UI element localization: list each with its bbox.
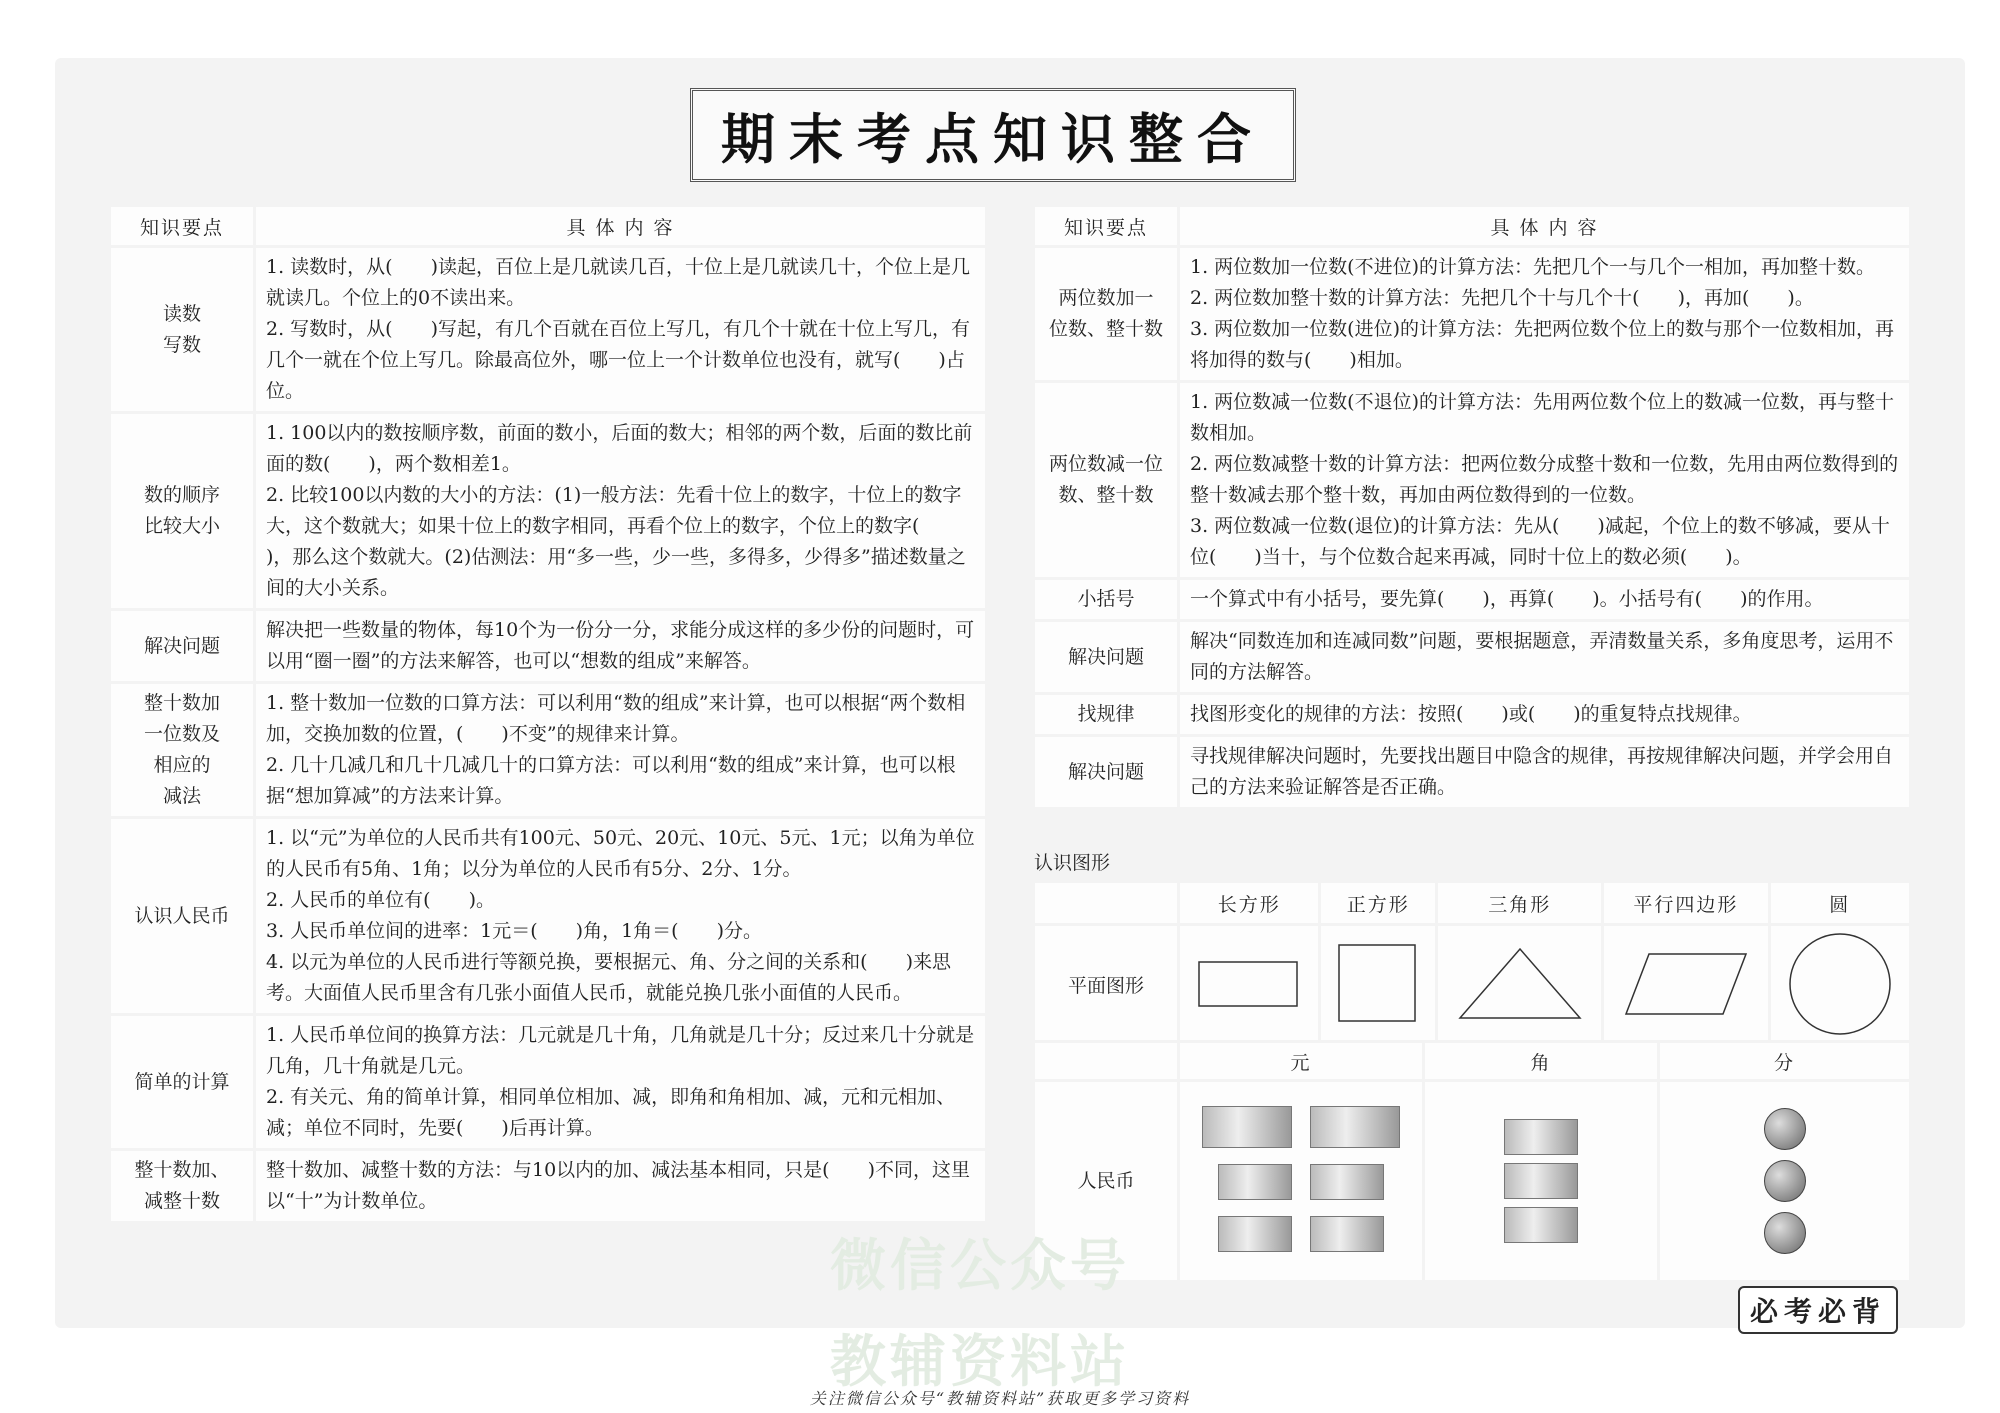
page-title: 期末考点知识整合 bbox=[721, 106, 1265, 171]
content-text: 3. 人民币单位间的进率：1元＝( bbox=[266, 920, 538, 942]
knowledge-content bbox=[1180, 695, 1909, 734]
right-table-body bbox=[1035, 248, 1909, 807]
content-text: )，两个数相差1。 bbox=[368, 453, 521, 475]
content-text: )。 bbox=[468, 889, 496, 911]
shape-header-parallelogram: 平行四边形 bbox=[1604, 883, 1767, 923]
shape-header-triangle: 三角形 bbox=[1438, 883, 1601, 923]
answer-blank bbox=[1749, 283, 1787, 314]
content-text: )不同，这里以“十”为计数单位。 bbox=[266, 1159, 971, 1212]
content-text: 2. 写数时，从( bbox=[266, 318, 393, 340]
content-item bbox=[1190, 252, 1899, 283]
watermark-site: 教辅资料站 bbox=[830, 1330, 1130, 1395]
right-row bbox=[1035, 248, 1909, 380]
yuan-bills-cell bbox=[1180, 1082, 1422, 1280]
content-text: )角，1角＝( bbox=[575, 920, 679, 942]
left-row bbox=[111, 684, 985, 816]
answer-blank bbox=[393, 252, 431, 283]
content-text: )或( bbox=[1501, 703, 1536, 725]
rectangle-icon bbox=[1194, 954, 1304, 1014]
knowledge-content bbox=[256, 819, 985, 1013]
knowledge-content bbox=[1180, 248, 1909, 380]
content-text: )，再算( bbox=[1482, 588, 1555, 610]
content-text: 1. 以“元”为单位的人民币共有100元、50元、20元、10元、5元、1元；以角为单位的人民币有5角、1角；以分为单位的人民币有5分、2分、1分。 bbox=[266, 827, 975, 880]
content-text: 2. 两位数加整十数的计算方法：先把几个十与几个十( bbox=[1190, 287, 1640, 309]
content-item bbox=[266, 750, 975, 812]
answer-blank bbox=[463, 1113, 501, 1144]
content-text: 2. 两位数减整十数的计算方法：把两位数分成整十数和一位数，先用由两位数得到的整十数减去那个整十数，再加由两位数得到的一位数。 bbox=[1190, 453, 1899, 506]
content-item bbox=[1190, 584, 1899, 615]
knowledge-point-label: 解决问题 bbox=[111, 611, 253, 681]
right-row bbox=[1035, 580, 1909, 619]
knowledge-content bbox=[1180, 580, 1909, 619]
content-text: )不变”的规律来计算。 bbox=[501, 723, 690, 745]
knowledge-point-label: 两位数减一位 数、整十数 bbox=[1035, 383, 1177, 577]
answer-blank bbox=[1559, 511, 1597, 542]
content-item bbox=[1190, 387, 1899, 449]
shapes-corner-cell bbox=[1035, 883, 1177, 923]
content-text: 解决“同数连加和连减同数”问题，要根据题意，弄清数量关系，多角度思考，运用不同的方法解答。 bbox=[1190, 630, 1894, 683]
knowledge-content bbox=[256, 248, 985, 411]
shape-header-square: 正方形 bbox=[1321, 883, 1435, 923]
answer-blank bbox=[1444, 584, 1482, 615]
content-item bbox=[266, 947, 975, 1009]
money-header-fen: 分 bbox=[1660, 1043, 1909, 1079]
left-row bbox=[111, 819, 985, 1013]
content-item bbox=[1190, 699, 1899, 730]
content-text: )。小括号有( bbox=[1592, 588, 1703, 610]
fen-coins-cell bbox=[1660, 1082, 1909, 1280]
knowledge-content bbox=[256, 611, 985, 681]
content-text: )来思考。大面值人民币里含有几张小面值人民币，就能兑换几张小面值的人民币。 bbox=[266, 951, 952, 1004]
banknote-1-yuan-image bbox=[1310, 1216, 1384, 1252]
content-text: )的作用。 bbox=[1740, 588, 1824, 610]
must-memorize-badge: 必考必背 bbox=[1738, 1286, 1898, 1334]
banknote-10-yuan-image bbox=[1310, 1164, 1384, 1200]
content-text: 寻找规律解决问题时，先要找出题目中隐含的规律，再按规律解决问题，并学会用自己的方法来验证解答是否正确。 bbox=[1190, 745, 1894, 798]
knowledge-point-label: 解决问题 bbox=[1035, 737, 1177, 807]
knowledge-point-label: 认识人民币 bbox=[111, 819, 253, 1013]
content-text: 1. 人民币单位间的换算方法：几元就是几十角，几角就是几十分；反过来几十分就是几角，几十角就是几元。 bbox=[266, 1024, 975, 1077]
triangle-icon bbox=[1455, 944, 1585, 1024]
content-text: 4. 以元为单位的人民币进行等额兑换，要根据元、角、分之间的关系和( bbox=[266, 951, 868, 973]
left-table-body bbox=[111, 248, 985, 1221]
banknote-2-jiao-image bbox=[1504, 1163, 1578, 1199]
banknote-20-yuan-image bbox=[1218, 1164, 1292, 1200]
knowledge-content bbox=[1180, 737, 1909, 807]
right-row bbox=[1035, 737, 1909, 807]
header-content: 具 体 内 容 bbox=[256, 207, 985, 245]
answer-blank bbox=[1535, 699, 1573, 730]
content-text: )。 bbox=[1725, 546, 1752, 568]
knowledge-point-label: 小括号 bbox=[1035, 580, 1177, 619]
money-header-yuan: 元 bbox=[1180, 1043, 1422, 1079]
parallelogram-cell bbox=[1604, 926, 1767, 1046]
answer-blank bbox=[679, 916, 717, 947]
content-text: )减起，个位上的数不够减，要从十位( bbox=[1190, 515, 1890, 568]
content-item bbox=[1190, 626, 1899, 688]
banknote-5-jiao-image bbox=[1504, 1119, 1578, 1155]
shape-header-rectangle: 长方形 bbox=[1180, 883, 1318, 923]
answer-blank bbox=[1216, 542, 1254, 573]
header-key: 知识要点 bbox=[1035, 207, 1177, 245]
content-item bbox=[266, 1155, 975, 1217]
circle-icon bbox=[1785, 929, 1895, 1039]
content-text: )，再加( bbox=[1677, 287, 1750, 309]
answer-blank bbox=[1311, 345, 1349, 376]
content-text: 1. 100以内的数按顺序数，前面的数小，后面的数大；相邻的两个数，后面的数比前面的数( bbox=[266, 422, 973, 475]
content-text: )分。 bbox=[716, 920, 763, 942]
square-cell bbox=[1321, 926, 1435, 1046]
content-text: )读起，百位上是几就读几百，十位上是几就读几十，个位上是几就读几。个位上的0不读出来。 bbox=[266, 256, 971, 309]
content-text: 1. 两位数加一位数(不进位)的计算方法：先把几个一与几个一相加，再加整十数。 bbox=[1190, 256, 1875, 278]
answer-blank bbox=[830, 1155, 868, 1186]
left-row bbox=[111, 414, 985, 608]
content-text: 1. 整十数加一位数的口算方法：可以利用“数的组成”来计算，也可以根据“两个数相加，交换加数的位置，( bbox=[266, 692, 966, 745]
answer-blank bbox=[330, 449, 368, 480]
answer-blank bbox=[1687, 542, 1725, 573]
knowledge-content bbox=[256, 684, 985, 816]
answer-blank bbox=[393, 314, 431, 345]
content-item bbox=[1190, 741, 1899, 803]
left-row bbox=[111, 1016, 985, 1148]
plane-shapes-label: 平面图形 bbox=[1035, 926, 1177, 1046]
knowledge-content bbox=[256, 1016, 985, 1148]
answer-blank bbox=[431, 885, 469, 916]
content-text: 解决把一些数量的物体，每10个为一份分一分，求能分成这样的多少份的问题时，可以用“圈一圈”的方法来解答，也可以“想数的组成”来解答。 bbox=[266, 619, 975, 672]
parallelogram-icon bbox=[1621, 949, 1751, 1019]
content-text: )占位。 bbox=[266, 349, 965, 402]
title-banner bbox=[690, 88, 1296, 182]
answer-blank bbox=[463, 719, 501, 750]
right-row bbox=[1035, 695, 1909, 734]
content-text: )后再计算。 bbox=[501, 1117, 604, 1139]
content-text: )相加。 bbox=[1349, 349, 1414, 371]
banknote-5-yuan-image bbox=[1218, 1216, 1292, 1252]
left-row bbox=[111, 1151, 985, 1221]
shape-header-circle: 圆 bbox=[1771, 883, 1909, 923]
banknote-50-yuan-image bbox=[1310, 1106, 1400, 1148]
answer-blank bbox=[868, 947, 906, 978]
answer-blank bbox=[1702, 584, 1740, 615]
header-key: 知识要点 bbox=[111, 207, 253, 245]
content-item bbox=[266, 615, 975, 677]
content-text: )当十，与个位数合起来再减，同时十位上的数必须( bbox=[1254, 546, 1688, 568]
content-text: 2. 人民币的单位有( bbox=[266, 889, 431, 911]
content-item bbox=[266, 252, 975, 314]
content-item bbox=[266, 688, 975, 750]
content-item bbox=[1190, 283, 1899, 314]
left-row bbox=[111, 248, 985, 411]
content-item bbox=[266, 916, 975, 947]
knowledge-content bbox=[256, 414, 985, 608]
knowledge-point-label: 整十数加、 减整十数 bbox=[111, 1151, 253, 1221]
knowledge-point-label: 解决问题 bbox=[1035, 622, 1177, 692]
knowledge-point-label: 找规律 bbox=[1035, 695, 1177, 734]
money-table bbox=[1032, 1040, 1912, 1283]
content-item bbox=[266, 1020, 975, 1082]
rectangle-cell bbox=[1180, 926, 1318, 1046]
triangle-cell bbox=[1438, 926, 1601, 1046]
answer-blank bbox=[1463, 699, 1501, 730]
content-text: 1. 读数时，从( bbox=[266, 256, 393, 278]
content-item bbox=[266, 480, 975, 604]
content-text: 2. 有关元、角的简单计算，相同单位相加、减，即角和角相加、减，元和元相加、减；单位不同时，先要( bbox=[266, 1086, 956, 1139]
answer-blank bbox=[538, 916, 576, 947]
content-item bbox=[1190, 511, 1899, 573]
content-item bbox=[1190, 314, 1899, 376]
coin-5-fen-image bbox=[1764, 1108, 1806, 1150]
knowledge-point-label: 整十数加 一位数及 相应的 减法 bbox=[111, 684, 253, 816]
content-text: )的重复特点找规律。 bbox=[1573, 703, 1752, 725]
content-text: 找图形变化的规律的方法：按照( bbox=[1190, 703, 1464, 725]
footer-note: 关注微信公众号“教辅资料站”获取更多学习资料 bbox=[809, 1389, 1191, 1408]
knowledge-point-label: 读数 写数 bbox=[111, 248, 253, 411]
content-item bbox=[266, 418, 975, 480]
right-row bbox=[1035, 383, 1909, 577]
banknote-100-yuan-image bbox=[1202, 1106, 1292, 1148]
content-text: 3. 两位数加一位数(进位)的计算方法：先把两位数个位上的数与那个一位数相加，再将加得的数与( bbox=[1190, 318, 1894, 371]
answer-blank bbox=[1640, 283, 1678, 314]
money-row-label: 人民币 bbox=[1035, 1082, 1177, 1280]
money-corner-cell bbox=[1035, 1043, 1177, 1079]
content-text: 整十数加、减整十数的方法：与10以内的加、减法基本相同，只是( bbox=[266, 1159, 830, 1181]
coin-2-fen-image bbox=[1764, 1160, 1806, 1202]
answer-blank bbox=[919, 511, 957, 542]
knowledge-point-label: 简单的计算 bbox=[111, 1016, 253, 1148]
content-item bbox=[266, 314, 975, 407]
shapes-table bbox=[1032, 880, 1912, 1049]
right-row bbox=[1035, 622, 1909, 692]
content-text: )，那么这个数就大。(2)估测法：用“多一些，少一些，多得多，少得多”描述数量之间的大小关系。 bbox=[266, 546, 966, 599]
knowledge-content bbox=[1180, 622, 1909, 692]
knowledge-content bbox=[256, 1151, 985, 1221]
content-text: 3. 两位数减一位数(退位)的计算方法：先从( bbox=[1190, 515, 1560, 537]
left-row bbox=[111, 611, 985, 681]
watermark-wechat: 微信公众号 bbox=[830, 1234, 1130, 1299]
content-item bbox=[266, 1082, 975, 1144]
banknote-1-jiao-image bbox=[1504, 1207, 1578, 1243]
left-knowledge-table bbox=[108, 204, 988, 1224]
circle-cell bbox=[1771, 926, 1909, 1046]
content-item bbox=[266, 885, 975, 916]
content-text: 一个算式中有小括号，要先算( bbox=[1190, 588, 1445, 610]
square-icon bbox=[1333, 939, 1423, 1029]
answer-blank bbox=[1554, 584, 1592, 615]
right-knowledge-table bbox=[1032, 204, 1912, 810]
content-text: 1. 两位数减一位数(不退位)的计算方法：先用两位数个位上的数减一位数，再与整十数相加。 bbox=[1190, 391, 1894, 444]
content-text: )写起，有几个百就在百位上写几，有几个十就在十位上写几，有几个一就在个位上写几。除最高位外，哪一位上一个计数单位也没有，就写( bbox=[266, 318, 971, 371]
header-content: 具 体 内 容 bbox=[1180, 207, 1909, 245]
knowledge-point-label: 数的顺序 比较大小 bbox=[111, 414, 253, 608]
answer-blank bbox=[900, 345, 938, 376]
content-text: 2. 几十几减几和几十几减几十的口算方法：可以利用“数的组成”来计算，也可以根据“想加算减”的方法来计算。 bbox=[266, 754, 956, 807]
jiao-bills-cell bbox=[1425, 1082, 1657, 1280]
money-header-jiao: 角 bbox=[1425, 1043, 1657, 1079]
content-text: 2. 比较100以内数的大小的方法：(1)一般方法：先看十位上的数字，十位上的数字大，这个数就大；如果十位上的数字相同，再看个位上的数字，个位上的数字( bbox=[266, 484, 962, 537]
coin-1-fen-image bbox=[1764, 1212, 1806, 1254]
content-item bbox=[266, 823, 975, 885]
knowledge-point-label: 两位数加一 位数、整十数 bbox=[1035, 248, 1177, 380]
knowledge-content bbox=[1180, 383, 1909, 577]
content-item bbox=[1190, 449, 1899, 511]
content-text: )。 bbox=[1787, 287, 1814, 309]
shapes-section-label: 认识图形 bbox=[1034, 852, 1111, 874]
